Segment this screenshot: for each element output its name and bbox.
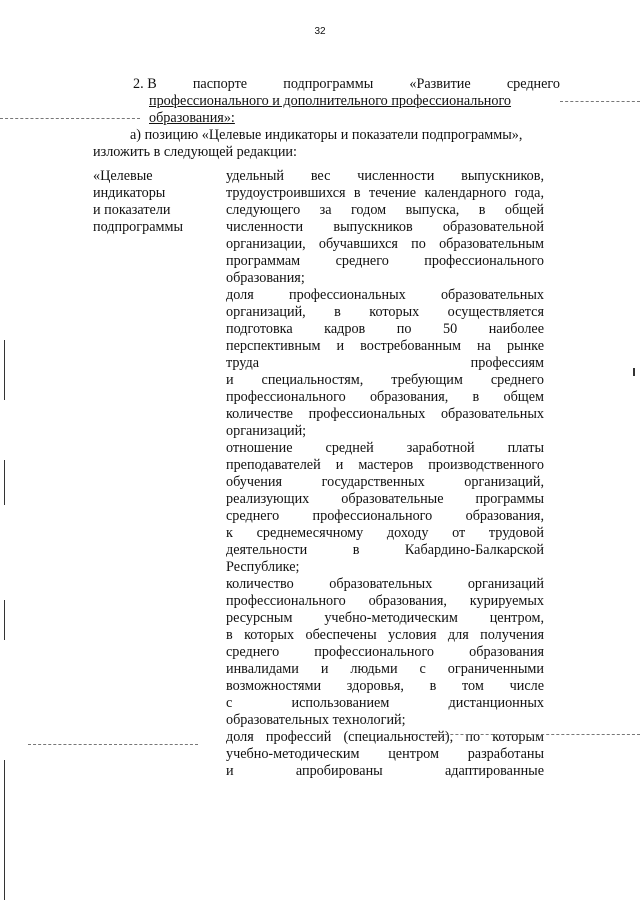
value-line: реализующих образовательные программы bbox=[226, 491, 544, 507]
scan-dash-line bbox=[560, 101, 640, 103]
value-line: к среднемесячному доходу от трудовой bbox=[226, 525, 544, 541]
table-value-column bbox=[226, 168, 544, 780]
value-line: программам среднего профессионального bbox=[226, 253, 544, 269]
value-line: труда профессиям bbox=[226, 355, 544, 371]
intro-line-3: образования»: bbox=[149, 110, 235, 126]
scan-margin-line bbox=[4, 340, 5, 400]
value-line: организаций, в которых осуществляется bbox=[226, 304, 544, 320]
value-line: ресурсным учебно-методическим центром, bbox=[226, 610, 544, 626]
value-line: инвалидами и людьми с ограниченными bbox=[226, 661, 544, 677]
value-line: образования; bbox=[226, 270, 305, 286]
scan-margin-line bbox=[4, 760, 5, 900]
label-line: «Целевые bbox=[93, 168, 153, 184]
value-line: обучения государственных организаций, bbox=[226, 474, 544, 490]
intro-line-5: изложить в следующей редакции: bbox=[93, 144, 297, 160]
value-line: с использованием дистанционных bbox=[226, 695, 544, 711]
value-line: учебно-методическим центром разработаны bbox=[226, 746, 544, 762]
scan-margin-mark bbox=[633, 368, 635, 376]
value-line: в которых обеспечены условия для получения bbox=[226, 627, 544, 643]
scan-margin-line bbox=[4, 600, 5, 640]
intro-line-2: профессионального и дополнительного профессионального bbox=[149, 93, 512, 109]
value-line: перспективным и востребованным на рынке bbox=[226, 338, 544, 354]
table-label-column bbox=[93, 168, 213, 236]
value-line: и специальностям, требующим среднего bbox=[226, 372, 544, 388]
value-line: следующего за годом выпуска, в общей bbox=[226, 202, 544, 218]
scan-dash-line bbox=[28, 744, 198, 746]
value-line: удельный вес численности выпускников, bbox=[226, 168, 544, 184]
value-line: и апробированы адаптированные bbox=[226, 763, 544, 779]
value-line: трудоустроившихся в течение календарного года, bbox=[226, 185, 544, 201]
value-line: образовательных технологий; bbox=[226, 712, 406, 728]
intro-word-1: 2. В bbox=[133, 76, 157, 92]
intro-word-3: подпрограммы bbox=[283, 76, 374, 92]
value-line: профессионального образования, курируемых bbox=[226, 593, 544, 609]
value-line: организации, обучавшихся по образовательным bbox=[226, 236, 544, 252]
value-line: среднего профессионального образования, bbox=[226, 508, 544, 524]
value-line: доля профессий (специальностей), по которым bbox=[226, 729, 544, 745]
value-line: организаций; bbox=[226, 423, 307, 439]
value-line: отношение средней заработной платы bbox=[226, 440, 544, 456]
value-line: Республике; bbox=[226, 559, 300, 575]
intro-word-4: «Развитие bbox=[409, 76, 471, 92]
value-line: деятельности в Кабардино-Балкарской bbox=[226, 542, 544, 558]
value-line: среднего профессионального образования bbox=[226, 644, 544, 660]
intro-word-2: паспорте bbox=[192, 76, 248, 92]
intro-word-5: среднего bbox=[506, 76, 560, 92]
value-line: профессионального образования, в общем bbox=[226, 389, 544, 405]
value-line: подготовка кадров по 50 наиболее bbox=[226, 321, 544, 337]
value-line: количество образовательных организаций bbox=[226, 576, 544, 592]
value-line: численности выпускников образовательной bbox=[226, 219, 544, 235]
value-line: преподавателей и мастеров производственного bbox=[226, 457, 544, 473]
scan-margin-line bbox=[4, 460, 5, 505]
value-line: возможностями здоровья, в том числе bbox=[226, 678, 544, 694]
value-line: доля профессиональных образовательных bbox=[226, 287, 544, 303]
scan-dash-line bbox=[0, 118, 140, 120]
intro-line-1 bbox=[133, 76, 560, 93]
page-number: 32 bbox=[314, 26, 326, 37]
value-line: количестве профессиональных образовательных bbox=[226, 406, 544, 422]
scan-dash-line bbox=[410, 734, 640, 736]
intro-line-4: а) позицию «Целевые индикаторы и показатели подпрограммы», bbox=[130, 127, 523, 143]
label-line: индикаторы bbox=[93, 185, 166, 201]
label-line: подпрограммы bbox=[93, 219, 183, 235]
label-line: и показатели bbox=[93, 202, 171, 218]
